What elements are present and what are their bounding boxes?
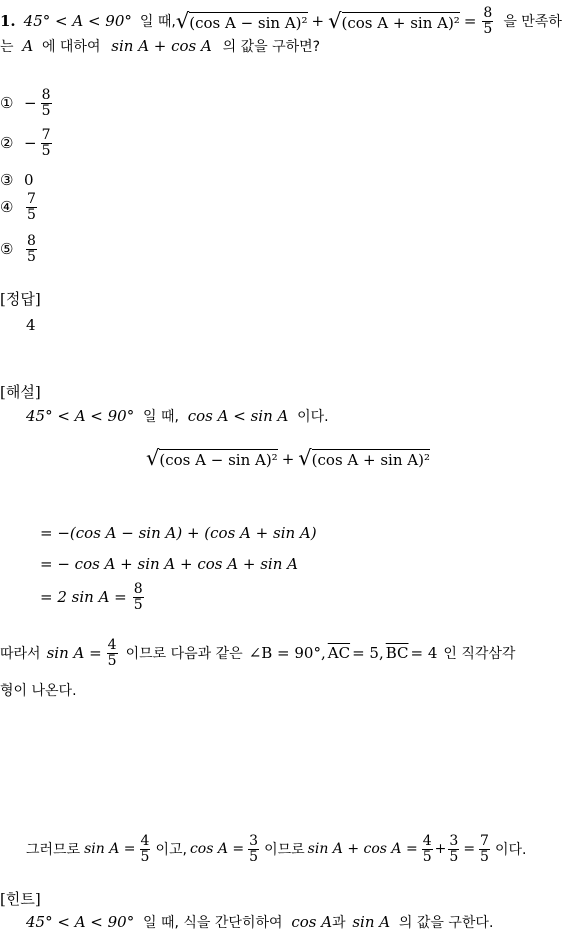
solution-center-expression: √ (cos A − sin A)² + √ (cos A + sin A)² xyxy=(146,446,430,470)
hint-label: [힌트] xyxy=(0,890,41,908)
solution-step-3: = 2 sin A = $\frac{8}{5}$ xyxy=(40,581,143,613)
solution-final: 그러므로 sin A = $\frac{4}{5}$ 이고, cos A = $\frac{3}{5}$ 이므로 sin A + cos A = $\frac{4}{5}$ + $\frac{3}{5}$ = $\frac{7}{5}$ 이다. xyxy=(26,833,527,865)
answer-value: 4 xyxy=(26,316,36,334)
choice-1[interactable]: ① − $\frac{8}{5}$ xyxy=(0,87,51,119)
equals-sign: = xyxy=(463,12,477,30)
problem-tail: 을 만족하 xyxy=(503,14,562,30)
fraction-8-5: $\frac{8}{5}$ xyxy=(483,4,493,37)
plus-sign: + xyxy=(311,12,325,30)
sqrt-term-1: √ (cos A − sin A)² xyxy=(175,8,308,33)
problem-line-1 xyxy=(0,4,562,38)
problem-condition: 45° < A < 90° xyxy=(23,12,132,30)
solution-step-2: = − cos A + sin A + cos A + sin A xyxy=(40,555,298,573)
solution-paragraph-line-1: 따라서 sin A = $\frac{4}{5}$ 이므로 다음과 같은 ∠B = 90°, $\overline{AC}$ = 5, $\overline{BC}$ = 4 인 직각삼각 xyxy=(0,637,516,669)
hint-text: 45° < A < 90° 일 때, 식을 간단히하여 cos A과 sin A 의 값을 구한다. xyxy=(26,913,494,931)
choice-4[interactable]: ④ $\frac{7}{5}$ xyxy=(0,191,36,223)
choice-3[interactable]: ③ 0 xyxy=(0,171,34,189)
choice-5[interactable]: ⑤ $\frac{8}{5}$ xyxy=(0,233,36,265)
solution-paragraph-line-2: 형이 나온다. xyxy=(0,683,77,699)
problem-number: 1. xyxy=(0,12,16,30)
choice-2[interactable]: ② − $\frac{7}{5}$ xyxy=(0,127,51,159)
sqrt-term-2: √ (cos A + sin A)² xyxy=(328,8,460,33)
solution-line-1: 45° < A < 90° 일 때, cos A < sin A 이다. xyxy=(26,407,329,425)
answer-label: [정답] xyxy=(0,290,41,308)
problem-line-2: 는 A 에 대하여 sin A + cos A 의 값을 구하면? xyxy=(0,37,321,55)
solution-label: [해설] xyxy=(0,383,41,401)
problem-when: 일 때, xyxy=(139,14,176,30)
solution-step-1: = −(cos A − sin A) + (cos A + sin A) xyxy=(40,524,317,542)
